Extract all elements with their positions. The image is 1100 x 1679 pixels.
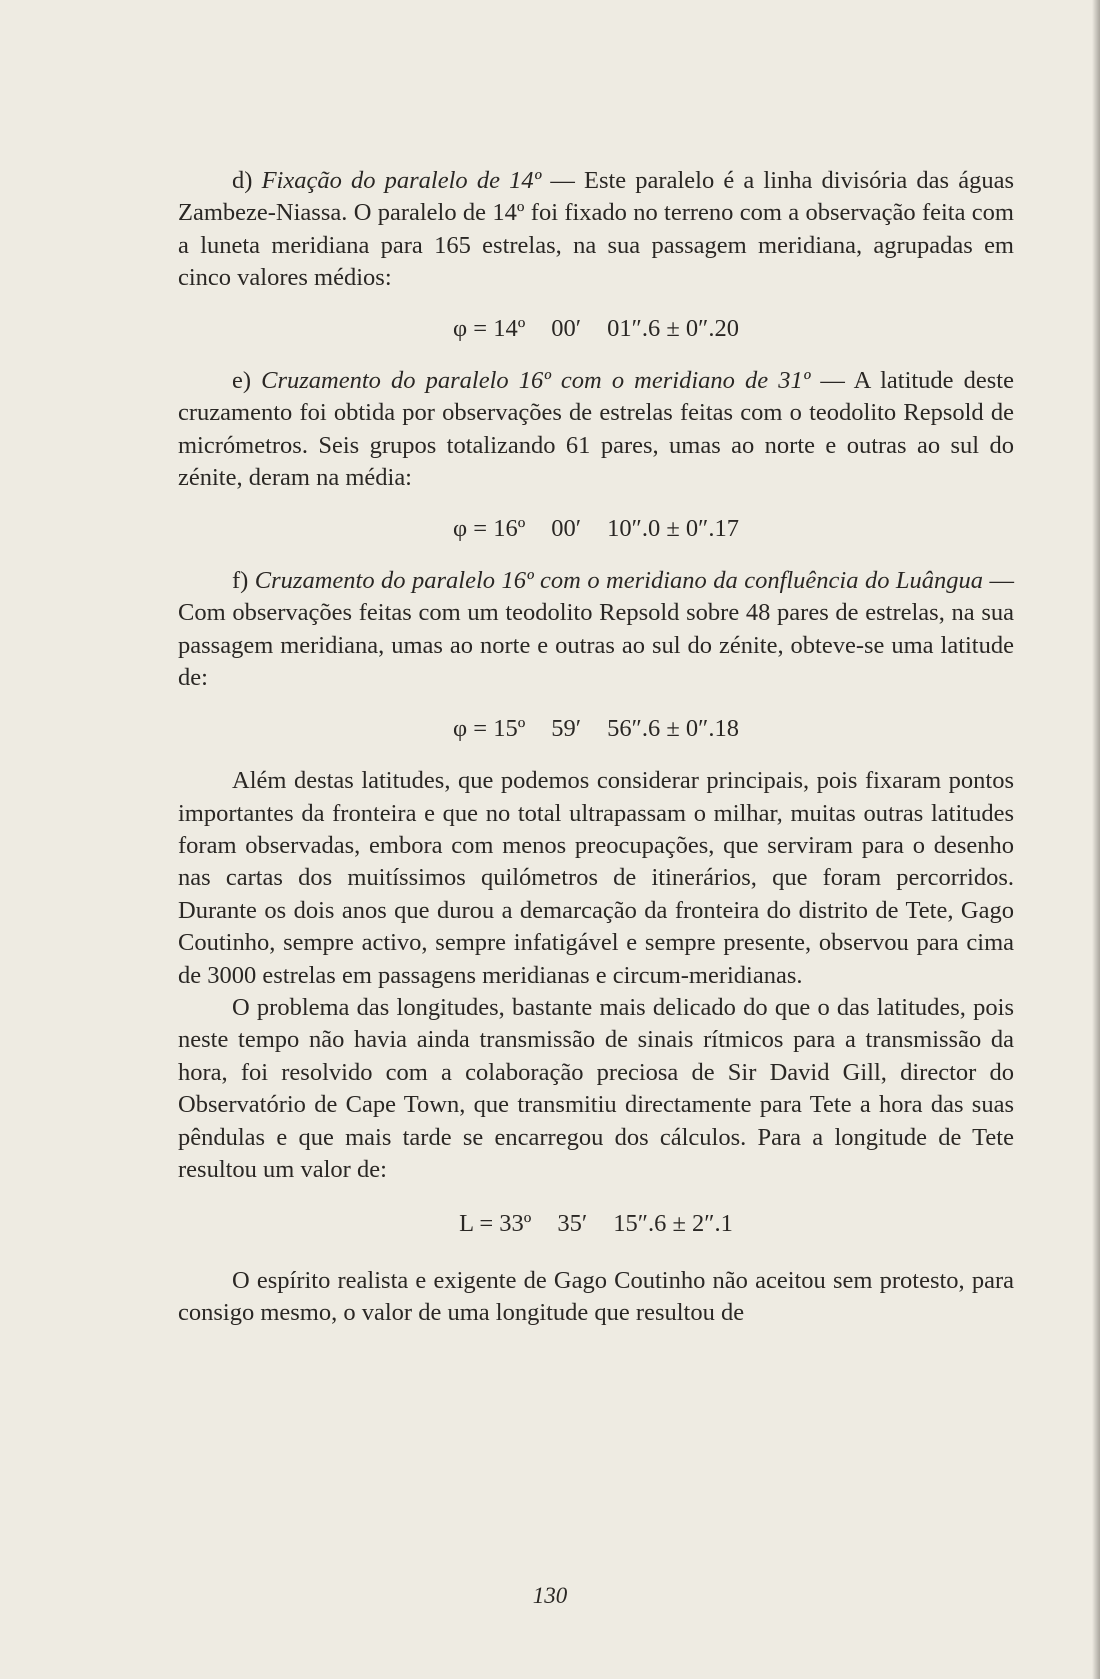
section-e-label: e): [232, 367, 252, 395]
formula-longitude-minutes: 35′: [557, 1210, 588, 1238]
latitudes-paragraph: Além destas latitudes, que podemos considerar principais, pois fixaram pontos importantes da fronteira e que no total ultrapassam o milhar, muitas outras latitudes foram observadas, embora com menos preocupações, que serviram para o desenho nas cartas dos muitíssimos quilómetros de itinerários, que foram percorridos. Durante os dois anos que durou a demarcação da fronteira do distrito de Tete, Gago Coutinho, sempre activo, sempre infatigável e sempre presente, observou para cima de 3000 estrelas em passagens meridianas e circum-meridianas.: [178, 767, 1014, 989]
page-body: [178, 165, 1014, 1330]
formula-16-minutes: 00′: [551, 514, 582, 542]
section-f-title: Cruzamento do paralelo 16º com o meridiano da confluência do Luângua: [254, 567, 984, 595]
formula-longitude-lhs: L = 33º: [459, 1210, 532, 1238]
formula-15-seconds: 56″.6 ± 0″.18: [607, 714, 740, 742]
section-d-label: d): [232, 167, 253, 194]
page-number: 130: [532, 1583, 568, 1608]
section-d-text: — Este paralelo é a linha divisória das águas Zambeze-Niassa. O paralelo de 14º foi fixado no terreno com a observação feita com a luneta meridiana para 165 estrelas, na sua passagem meridiana, agrupadas em cinco valores médios:: [178, 167, 1015, 292]
formula-longitude-seconds: 15″.6 ± 2″.1: [613, 1210, 733, 1238]
section-f-text: — Com observações feitas com um teodolito Repsold sobre 48 pares de estrelas, na sua passagem meridiana, umas ao norte e outras ao sul do zénite, obteve-se uma latitude de:: [178, 567, 1015, 692]
formula-15: [178, 713, 1014, 745]
longitudes-paragraph: O problema das longitudes, bastante mais delicado do que o das latitudes, pois neste tempo não havia ainda transmissão de sinais rítmicos para a transmissão da hora, foi resolvido com a colaboração preciosa de Sir David Gill, director do Observatório de Cape Town, que transmitiu directamente para Tete a hora das suas pêndulas e que mais tarde se encarregou dos cálculos. Para a longitude de Tete resultou um valor de:: [178, 993, 1014, 1183]
section-f-paragraph: [178, 565, 1014, 695]
formula-15-lhs: φ = 15º: [452, 714, 526, 742]
section-e-title: Cruzamento do paralelo 16º com o meridiano de 31º: [261, 367, 811, 395]
formula-14-lhs: φ = 14º: [452, 314, 526, 342]
section-f-label: f): [232, 567, 249, 595]
formula-14: [178, 313, 1014, 345]
section-d-title: Fixação do paralelo de 14º: [261, 167, 542, 194]
section-e-paragraph: [178, 365, 1014, 495]
section-d-paragraph: [178, 165, 1014, 295]
final-paragraph: O espírito realista e exigente de Gago Coutinho não aceitou sem protesto, para consigo mesmo, o valor de uma longitude que resultou de: [178, 1266, 1014, 1327]
section-e-text: — A latitude deste cruzamento foi obtida por observações de estrelas feitas com o teodolito Repsold de micrómetros. Seis grupos totalizando 61 pares, umas ao norte e outras ao sul do zénite, deram na média:: [178, 367, 1014, 492]
formula-15-minutes: 59′: [551, 714, 582, 742]
formula-16-lhs: φ = 16º: [452, 514, 526, 542]
formula-14-minutes: 00′: [551, 314, 582, 342]
formula-16: [178, 513, 1014, 545]
formula-16-seconds: 10″.0 ± 0″.17: [607, 514, 740, 542]
formula-14-seconds: 01″.6 ± 0″.20: [607, 314, 740, 342]
formula-longitude: [178, 1208, 1014, 1240]
